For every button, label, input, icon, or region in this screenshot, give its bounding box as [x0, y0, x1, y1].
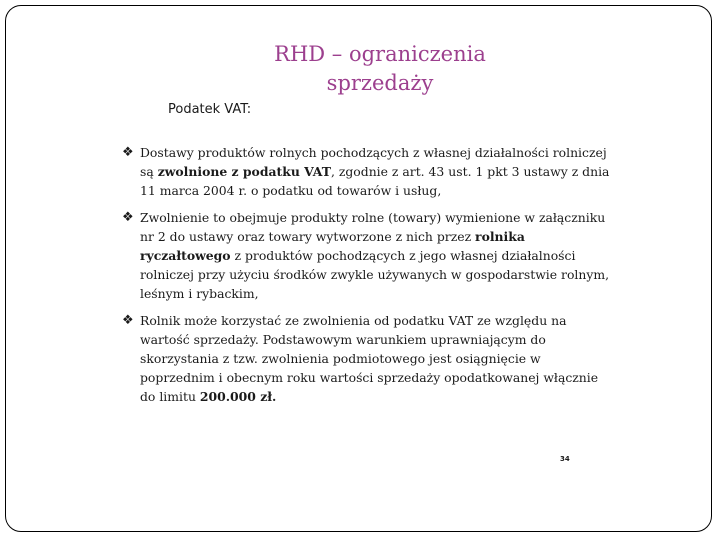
bullet-text-bold: rolnika ryczałtowego [140, 229, 525, 263]
title-line-2: sprzedaży [326, 71, 434, 95]
bullet-item [122, 208, 612, 303]
bullet-text-part: Zwolnienie to obejmuje produkty rolne (towary) wymienione w załączniku nr 2 do ustawy oraz towary wytworzone z nich przez [140, 210, 606, 244]
diamond-bullet-icon: ❖ [122, 210, 134, 225]
bullet-text [140, 145, 609, 198]
page-number: 34 [560, 455, 570, 463]
bullet-text-part: Dostawy produktów rolnych pochodzących z własnej działalności rolniczej są [140, 145, 607, 179]
diamond-bullet-icon: ❖ [122, 145, 134, 160]
section-subtitle: Podatek VAT: [168, 102, 252, 117]
bullet-text-bold: 200.000 zł. [199, 389, 277, 404]
bullet-item [122, 143, 612, 200]
bullet-text [140, 210, 609, 301]
title-line-1: RHD – ograniczenia [274, 42, 486, 66]
bullet-item [122, 311, 612, 406]
bullet-text-bold: zwolnione z podatku VAT [157, 164, 331, 179]
bullet-text [140, 313, 598, 404]
bullet-text-part: Rolnik może korzystać ze zwolnienia od podatku VAT ze względu na wartość sprzedaży. Podstawowym warunkiem uprawniającym do skorzystania z tzw. zwolnienia podmiotowego jest osiągnięcie w poprzednim i obecnym roku wartości sprzedaży opodatkowanej włącznie do limitu [140, 313, 599, 404]
bullet-text-part: z produktów pochodzących z jego własnej działalności rolniczej przy użyciu środków zwykle używanych w gospodarstwie rolnym, leśnym i rybackim, [140, 248, 610, 301]
bullet-list [122, 143, 612, 414]
bullet-text-part: , zgodnie z art. 43 ust. 1 pkt 3 ustawy z dnia 11 marca 2004 r. o podatku od towarów i usług, [140, 164, 610, 198]
diamond-bullet-icon: ❖ [122, 313, 134, 328]
slide-title [0, 40, 720, 98]
